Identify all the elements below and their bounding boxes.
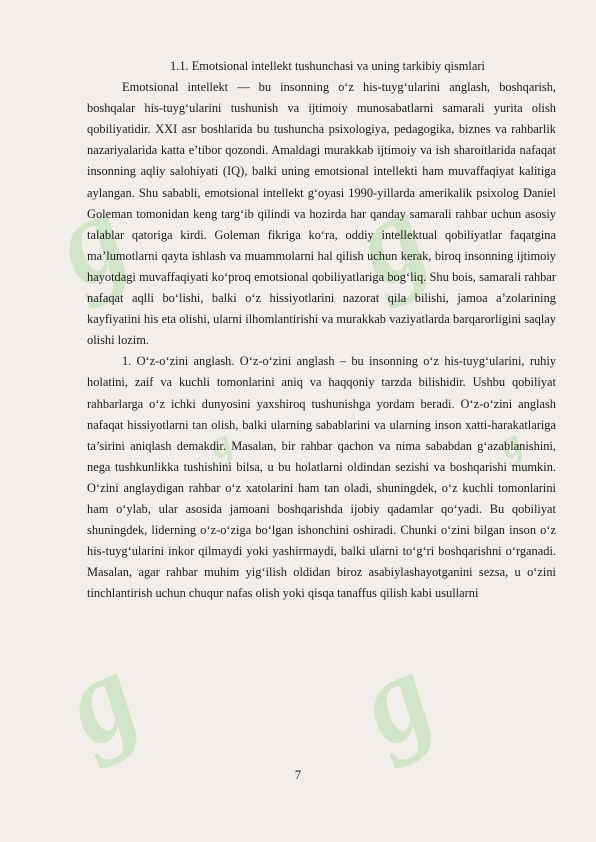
- page-number: 7: [294, 768, 302, 782]
- watermark-logo: g: [337, 625, 453, 772]
- watermark-logo: g: [32, 165, 148, 312]
- paragraph-self-awareness: 1. O‘z-o‘zini anglash. O‘z-o‘zini anglash – bu insonning o‘z his-tuyg‘ularini, ruhiy holatini, zaif va kuchli tomonlarini aniq va haqqoniy tarzda bilishidir. Ushbu qobiliyat rahbarlarga o‘z ichki dunyosini yaxshiroq tushunishga yordam beradi. O‘z-o‘zini anglash nafaqat hissiyotlarni tan olish, balki ularning sabablarini va ularning inson xatti-harakatlariga ta’sirini aniqlash demakdir. Masalan, bir rahbar qachon va nima sababdan g‘azablanishini, nega tushkunlikka tushishini bilsa, u bu holatlarni oldindan sezishi va boshqarishi mumkin. O‘zini anglaydigan rahbar o‘z xatolarini ham tan oladi, shuningdek, o‘z kuchli tomonlarini ham o‘ylab, ular asosida jamoani boshqarishda ijobiy qadamlar qo‘yadi. Bu qobiliyat shuningdek, liderning o‘z-o‘ziga bo‘lgan ishonchini oshiradi. Chunki o‘zini bilgan inson o‘z his-tuyg‘ularini inkor qilmaydi yoki yashirmaydi, balki ularni to‘g‘ri boshqarishni o‘rganadi. Masalan, agar rahbar muhim yig‘ilish oldidan biroz asabiylashayotganini sezsa, u o‘zini tinchlantirish uchun chuqur nafas olish yoki qisqa tanaffus qilish kabi usullarni: [87, 354, 556, 601]
- watermark-logo: g: [332, 165, 448, 312]
- watermark-logo: g: [490, 418, 530, 469]
- watermark-logo: g: [200, 418, 240, 469]
- watermark-logo: g: [42, 625, 158, 772]
- section-heading: 1.1. Emotsional intellekt tushunchasi va uning tarkibiy qismlari: [170, 59, 485, 73]
- paragraph-intro: Emotsional intellekt — bu insonning o‘z his-tuyg‘ularini anglash, boshqarish, boshqalar his-tuyg‘ularini tushunish va ijtimoiy munosabatlarni samarali yurita olish qobiliyatidir. XXI asr boshlarida bu tushuncha psixologiya, pedagogika, biznes va rahbarlik nazariyalarida katta e’tibor qozondi. Amaldagi murakkab ijtimoiy va ish sharoitlarida nafaqat insonning aqliy salohiyati (IQ), balki uning emotsional intellekti ham muvaffaqiyat kalitiga aylangan. Shu sababli, emotsional intellekt g‘oyasi 1990-yillarda amerikalik psixolog Daniel Goleman tomonidan keng targ‘ib qilindi va hozirda har qanday samarali rahbar uchun asosiy talablar qatoriga kirdi. Goleman fikriga ko‘ra, oddiy intellektual qobiliyatlar faqatgina ma’lumotlarni qayta ishlash va muammolarni hal qilish uchun kerak, biroq insonning ijtimoiy hayotdagi muvaffaqiyati ko‘proq emotsional qobiliyatlariga bog‘liq. Shu bois, samarali rahbar nafaqat aqlli bo‘lishi, balki o‘z hissiyotlarini nazorat qila bilishi, jamoa a’zolarining kayfiyatini his eta olishi, ularni ilhomlantirishi va murakkab vaziyatlarda barqarorligini saqlay olishi lozim.: [87, 80, 556, 348]
- page-body: [87, 56, 556, 604]
